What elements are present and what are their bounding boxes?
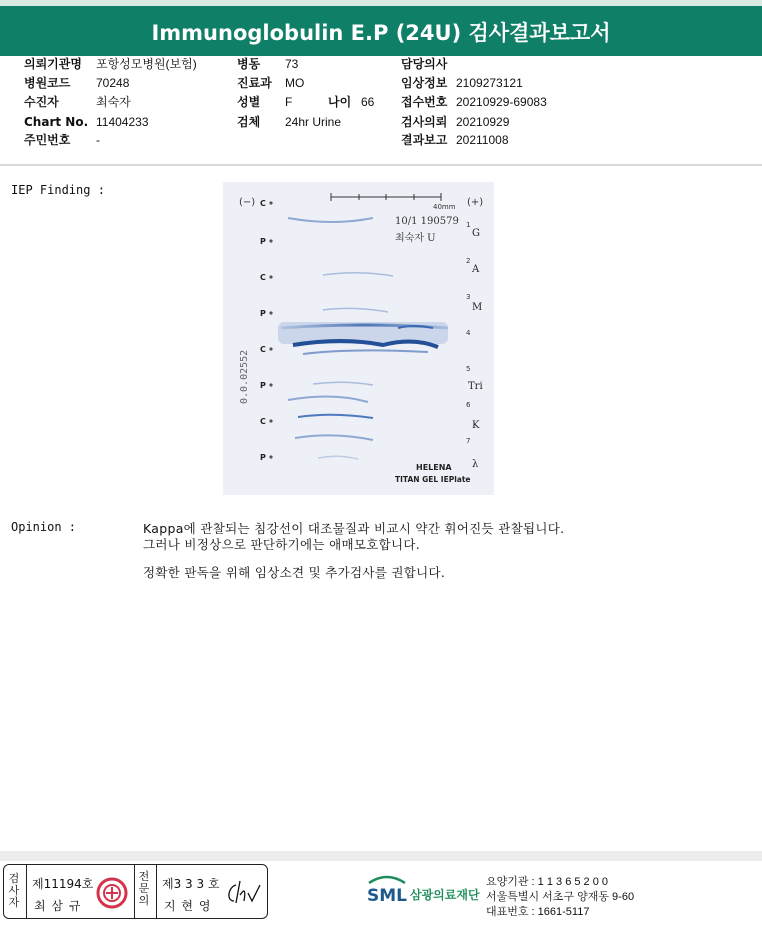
opinion-line: Kappa에 관찰되는 침강선이 대조물질과 비교시 약간 휘어진듯 관찰됩니다. (143, 521, 565, 536)
hospital-code-value: 70248 (96, 76, 130, 90)
lane-number: 7 (466, 437, 471, 445)
well-mark: P (260, 237, 266, 246)
lane-number: 1 (466, 221, 471, 229)
well-mark: P (260, 309, 266, 318)
age-value: 66 (361, 95, 375, 109)
sample-name: 최숙자 U (395, 233, 436, 244)
well-mark: P (260, 453, 266, 462)
tester-name: 최 삼 규 (34, 899, 82, 913)
clinical-info-value: 2109273121 (456, 76, 523, 90)
sex-value: F (285, 95, 293, 109)
specialist-label: 전문의 (138, 870, 150, 907)
age-label: 나이 (328, 95, 352, 109)
department-value: MO (285, 76, 305, 90)
specimen-value: 24hr Urine (285, 115, 342, 129)
facility-code: 요양기관 : 1 1 3 6 5 2 0 0 (486, 876, 609, 888)
lane-name: G (472, 228, 480, 239)
logo-text: SML (367, 886, 407, 906)
well-mark: C (260, 345, 266, 354)
resident-no-value: - (96, 133, 100, 147)
well-mark: C (260, 273, 266, 282)
well-mark: C (260, 199, 266, 208)
lane-number: 6 (466, 401, 471, 409)
well-mark: C (260, 417, 266, 426)
section-divider (0, 164, 762, 166)
specialist-name: 지 현 영 (164, 899, 212, 913)
result-report-label: 결과보고 (401, 133, 448, 147)
lane-number: 2 (466, 257, 471, 265)
plus-pole: (+) (467, 197, 484, 208)
well-mark: P (260, 381, 266, 390)
chart-no-value: 11404233 (96, 115, 149, 129)
test-request-value: 20210929 (456, 115, 510, 129)
sml-logo-icon (365, 873, 409, 909)
resident-no-label: 주민번호 (24, 133, 71, 147)
divider (156, 865, 157, 918)
side-code: 0.0.02552 (239, 349, 250, 404)
lane-name: M (472, 302, 483, 313)
footer-divider (0, 851, 762, 861)
iep-gel-image (223, 182, 494, 495)
tester-label: 검사자 (8, 872, 20, 909)
lane-number: 5 (466, 365, 471, 373)
receipt-no-label: 접수번호 (401, 95, 448, 109)
org-address: 서울특별시 서초구 양재동 9-60 (486, 891, 635, 903)
chart-no-label: Chart No. (24, 115, 89, 129)
clinical-info-label: 임상정보 (401, 76, 448, 90)
receipt-no-value: 20210929-69083 (456, 95, 547, 109)
lane-name: A (472, 264, 480, 275)
report-title: Immunoglobulin E.P (24U) 검사결과보고서 (151, 21, 611, 45)
requesting-institution-value: 포항성모병원(보험) (96, 57, 197, 71)
opinion-label: Opinion : (11, 520, 77, 534)
tester-license: 제11194호 (32, 877, 94, 891)
divider (26, 865, 27, 918)
result-report-value: 20211008 (456, 133, 509, 147)
scale-label: 40mm (433, 203, 456, 211)
lane-name: Tri (468, 381, 483, 392)
test-request-label: 검사의뢰 (401, 115, 448, 129)
specimen-label: 검체 (237, 115, 261, 129)
opinion-recommendation: 정확한 판독을 위해 임상소견 및 추가검사를 권합니다. (143, 565, 446, 580)
gel-brand: HELENA (416, 463, 452, 472)
divider (134, 865, 135, 918)
gel-product: TITAN GEL IEPlate (395, 475, 471, 484)
report-header (0, 0, 762, 56)
ward-label: 병동 (237, 57, 261, 71)
org-name: 삼광의료재단 (410, 888, 480, 902)
signature-box (3, 864, 268, 919)
requesting-institution-label: 의뢰기관명 (24, 57, 82, 71)
lane-number: 4 (466, 329, 471, 337)
hospital-code-label: 병원코드 (24, 76, 71, 90)
sex-label: 성별 (237, 95, 261, 109)
opinion-line: 그러나 비정상으로 판단하기에는 애매모호합니다. (143, 537, 420, 552)
department-label: 진료과 (237, 76, 272, 90)
iep-finding-label: IEP Finding : (11, 183, 105, 197)
org-phone: 대표번호 : 1661-5117 (486, 906, 590, 918)
lane-name: λ (472, 459, 479, 470)
ward-value: 73 (285, 57, 299, 71)
patient-name-label: 수진자 (24, 95, 59, 109)
specialist-signature-icon (222, 877, 262, 907)
lane-name: K (472, 420, 480, 431)
physician-label: 담당의사 (401, 57, 448, 71)
lane-number: 3 (466, 293, 471, 301)
specialist-license: 제3 3 3 호 (162, 877, 220, 891)
minus-pole: (−) (239, 197, 256, 208)
tester-seal-icon (96, 877, 128, 909)
sample-id: 10/1 190579 (395, 216, 459, 227)
patient-name-value: 최숙자 (96, 95, 131, 109)
